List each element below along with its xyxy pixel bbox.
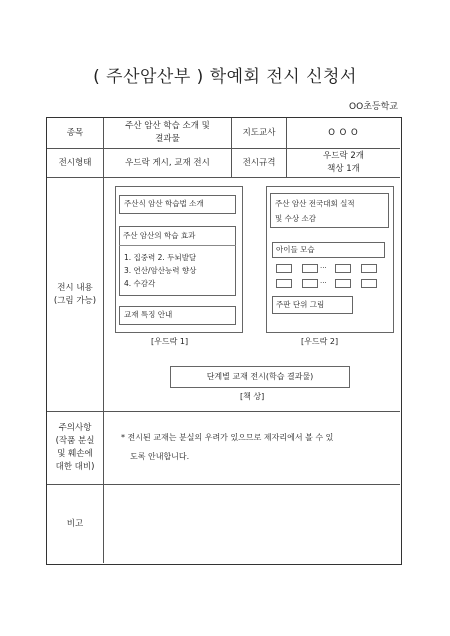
photo-slot [302, 279, 318, 288]
photo-slot [335, 279, 351, 288]
photo-slot [361, 264, 377, 273]
photo-slot [335, 264, 351, 273]
spec-value [287, 149, 400, 177]
spec-value-line: 우드락 2개 [323, 151, 364, 161]
effects-divider [119, 245, 236, 246]
board1-effects-line: 3. 연산/암산능력 향상 [124, 266, 197, 275]
photo-ellipsis: ··· [320, 279, 327, 287]
board2-weekly: 주판 단위 그림 [276, 300, 325, 309]
spec-label: 전시규격 [242, 157, 276, 168]
board1-effects-title: 주산 암산의 학습 효과 [123, 231, 196, 240]
item-value-line: 결과물 [155, 134, 180, 144]
teacher-label: 지도교사 [242, 127, 276, 138]
content-label-line: (그림 가능) [53, 295, 97, 306]
page-title: ( 주산암산부 ) 학예회 전시 신청서 [93, 67, 357, 87]
desk-caption: [책 상] [240, 392, 265, 401]
teacher-value: O O O [328, 127, 359, 138]
school-name: OO초등학교 [349, 102, 398, 112]
item-value [104, 118, 231, 148]
board1-caption: [우드락 1] [151, 337, 189, 346]
item-value-line: 주산 암산 학습 소개 및 [125, 121, 210, 131]
photo-slot [276, 279, 292, 288]
caution-text-line: * 전시된 교재는 분실의 우려가 있으므로 제자리에서 볼 수 있 [121, 433, 334, 442]
item-label: 종목 [66, 127, 84, 138]
caution-label-line: 주의사항 [58, 423, 92, 433]
content-label-line: 전시 내용 [57, 282, 93, 293]
type-label: 전시형태 [58, 157, 92, 168]
board2-caption: [우드락 2] [301, 337, 339, 346]
application-form [46, 117, 402, 565]
spec-value-line: 책상 1개 [327, 164, 360, 174]
caution-label-line: 및 훼손에 [57, 449, 93, 459]
photo-ellipsis: ··· [320, 264, 327, 272]
content-label [47, 178, 103, 411]
board2-heading-line: 주산 암산 전국대회 실적 [275, 199, 355, 208]
remarks-field [104, 485, 400, 563]
board2-heading-line: 및 수상 소감 [275, 214, 316, 223]
board1-heading: 주산식 암산 학습법 소개 [124, 199, 204, 208]
board1-feature: 교재 특징 안내 [124, 310, 173, 319]
caution-label-line: 대한 대비) [55, 462, 95, 472]
caution-label-line: (작품 분실 [55, 436, 95, 446]
remarks-label: 비고 [66, 518, 84, 529]
caution-label [47, 412, 103, 484]
desk-label: 단계별 교재 전시(학습 결과물) [206, 372, 314, 381]
caution-text [121, 428, 333, 466]
board1-effects-line: 4. 수감각 [124, 279, 156, 288]
photo-slot [302, 264, 318, 273]
caution-text-line: 도록 안내합니다. [130, 452, 190, 461]
type-value: 우드락 게시, 교재 전시 [125, 157, 210, 168]
board1-effects-line: 1. 집중력 2. 두뇌발달 [124, 253, 197, 262]
photo-slot [361, 279, 377, 288]
photo-slot [276, 264, 292, 273]
board2-photos-label: 아이들 모습 [276, 245, 315, 254]
